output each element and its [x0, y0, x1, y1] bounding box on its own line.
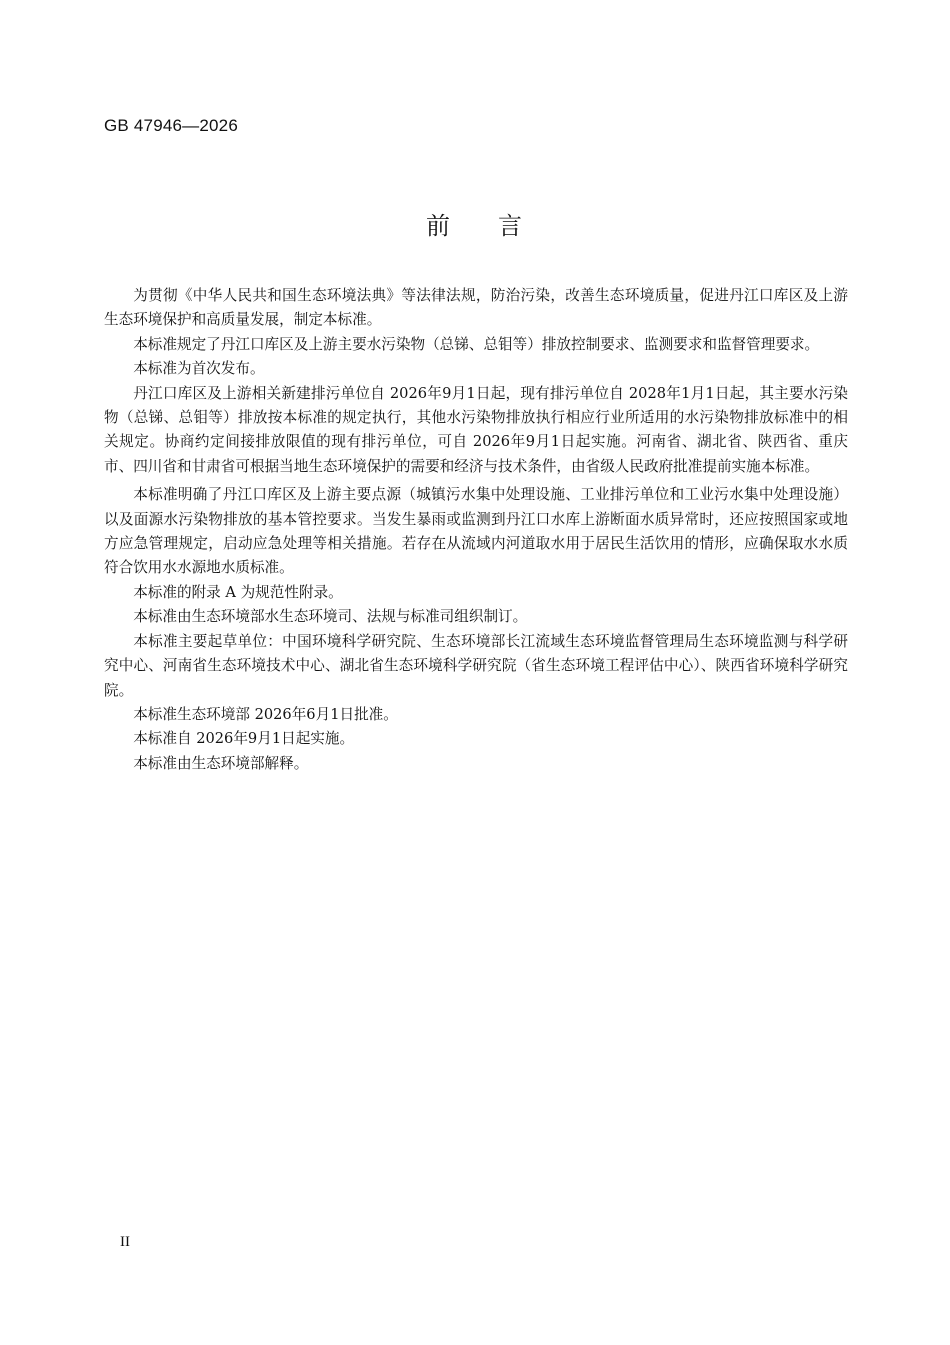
paragraph-organizer: 本标准由生态环境部水生态环境司、法规与标准司组织制订。: [133, 608, 528, 626]
paragraph-scope: 本标准规定了丹江口库区及上游主要水污染物（总锑、总钼等）排放控制要求、监测要求和监督管理要求。: [133, 335, 820, 353]
title-char-1: 前: [426, 212, 452, 240]
paragraph-approval: 本标准生态环境部 2026年6月1日批准。: [133, 705, 398, 723]
paragraph-interpretation: 本标准由生态环境部解释。: [133, 754, 309, 772]
paragraph-appendix: 本标准的附录 A 为规范性附录。: [133, 583, 343, 601]
page-number: II: [120, 1234, 130, 1250]
document-code: GB 47946—2026: [104, 116, 238, 135]
title-char-2: 言: [498, 212, 524, 240]
paragraph-first-release: 本标准为首次发布。: [133, 360, 265, 378]
foreword-body: [104, 284, 848, 776]
paragraph-effective-date: 本标准自 2026年9月1日起实施。: [133, 730, 355, 748]
paragraph-drafting-units: 本标准主要起草单位：中国环境科学研究院、生态环境部长江流域生态环境监督管理局生态环境监测与科学研究中心、河南省生态环境技术中心、湖北省生态环境科学研究院（省生态环境工程评估中心）、陕西省环境科学研究院。: [104, 632, 848, 699]
page-title: [0, 206, 950, 241]
paragraph-implementation-dates: 丹江口库区及上游相关新建排污单位自 2026年9月1日起，现有排污单位自 2028年1月1日起，其主要水污染物（总锑、总钼等）排放按本标准的规定执行，其他水污染物排放执行相应行业所适用的水污染物排放标准中的相关规定。协商约定间接排放限值的现有排污单位，可自 2026年9月1日起实施。河南省、湖北省、陕西省、重庆市、四川省和甘肃省可根据当地生态环境保护的需要和经济与技术条件，由省级人民政府批准提前实施本标准。: [104, 384, 848, 475]
paragraph-purpose: 为贯彻《中华人民共和国生态环境法典》等法律法规，防治污染，改善生态环境质量，促进丹江口库区及上游生态环境保护和高质量发展，制定本标准。: [104, 287, 848, 329]
paragraph-control-requirements: 本标准明确了丹江口库区及上游主要点源（城镇污水集中处理设施、工业排污单位和工业污水集中处理设施）以及面源水污染物排放的基本管控要求。当发生暴雨或监测到丹江口水库上游断面水质异常时，还应按照国家或地方应急管理规定，启动应急处理等相关措施。若存在从流域内河道取水用于居民生活饮用的情形，应确保取水水质符合饮用水水源地水质标准。: [104, 486, 848, 577]
